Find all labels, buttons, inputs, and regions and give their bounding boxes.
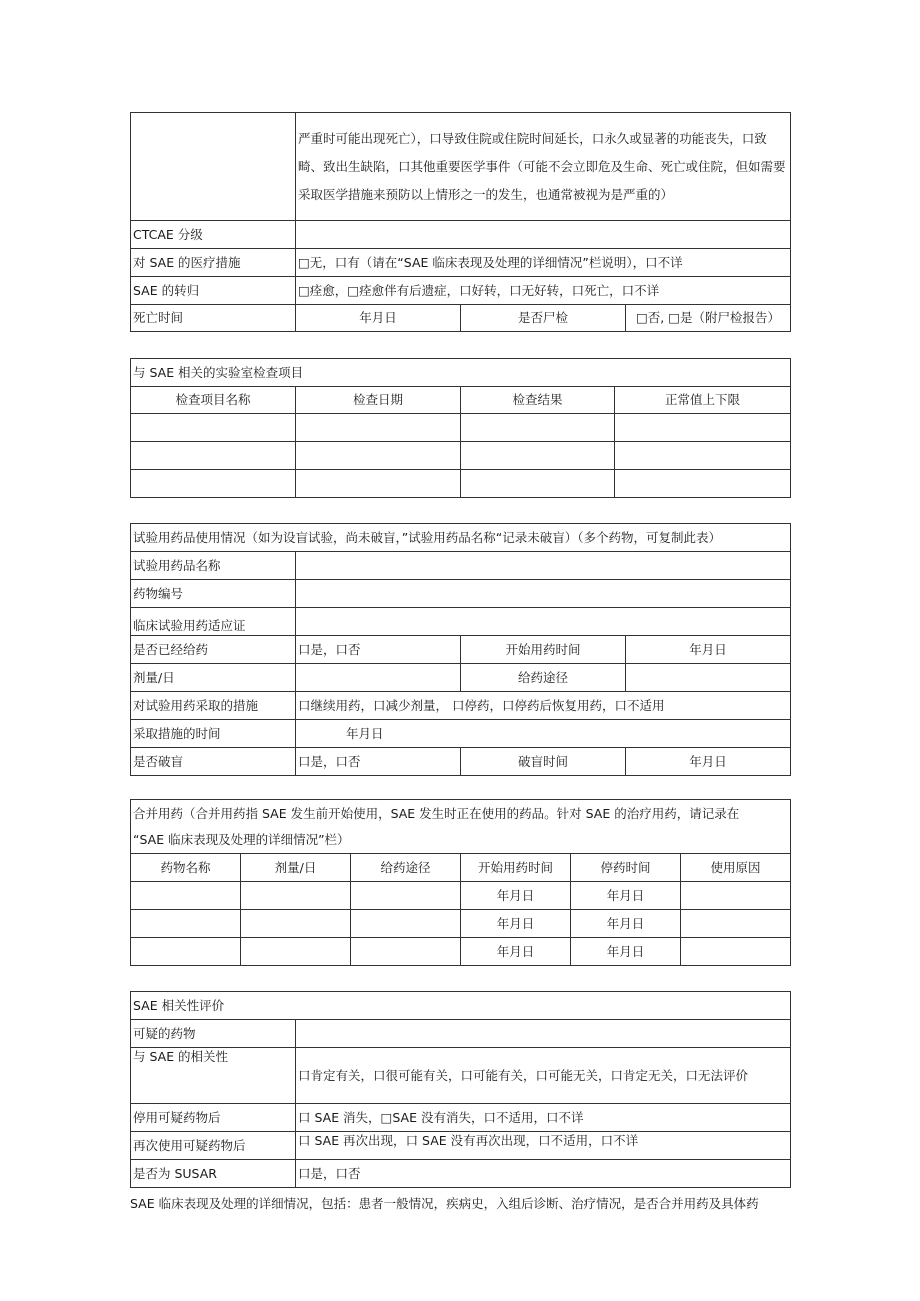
stop-drug-label: 停用可疑药物后: [131, 1104, 296, 1132]
autopsy-options[interactable]: □否, □是（附尸检报告）: [626, 305, 791, 332]
table-cell[interactable]: [461, 470, 615, 498]
table-cell[interactable]: [131, 910, 241, 938]
death-date-field[interactable]: 年月日: [296, 305, 461, 332]
table-cell[interactable]: [131, 938, 241, 966]
empty-label-cell: [131, 113, 296, 221]
table-cell[interactable]: [296, 442, 461, 470]
stop-drug-options[interactable]: 口 SAE 消失，□SAE 没有消失，口不适用，口不详: [296, 1104, 791, 1132]
table-cell[interactable]: [131, 414, 296, 442]
outcome-label: SAE 的转归: [131, 277, 296, 305]
stop-date-cell[interactable]: 年月日: [571, 910, 681, 938]
stop-date-cell[interactable]: 年月日: [571, 938, 681, 966]
stop-date-cell[interactable]: 年月日: [571, 882, 681, 910]
unblind-time-label: 破盲时间: [461, 748, 626, 776]
detail-description-text: SAE 临床表现及处理的详细情况，包括：患者一般情况，疾病史，入组后诊断、治疗情况，是否合并用药及具体药: [130, 1196, 759, 1211]
susar-options[interactable]: 口是，口否: [296, 1160, 791, 1188]
treatment-options[interactable]: □无，口有（请在“SAE 临床表现及处理的详细情况”栏说明），口不详: [296, 249, 791, 277]
reuse-drug-options[interactable]: 口 SAE 再次出现，口 SAE 没有再次出现，口不适用，口不详: [296, 1132, 791, 1160]
unblind-options[interactable]: 口是，口否: [296, 748, 461, 776]
table-cell[interactable]: [131, 470, 296, 498]
trial-drug-title: 试验用药品使用情况（如为设盲试验，尚未破盲，”试验用药品名称“记录未破盲）（多个药物，可复制此表）: [131, 524, 791, 552]
suspect-drug-label: 可疑的药物: [131, 1020, 296, 1048]
concomitant-table: [130, 799, 791, 966]
relation-table: [130, 991, 791, 1188]
table-row: [131, 910, 791, 938]
cm-header-dose: 剂量/日: [241, 854, 351, 882]
start-date-cell[interactable]: 年月日: [461, 910, 571, 938]
outcome-options[interactable]: □痊愈，□痊愈伴有后遗症，口好转，口无好转，口死亡，口不详: [296, 277, 791, 305]
relation-title: SAE 相关性评价: [131, 992, 791, 1020]
unblind-label: 是否破盲: [131, 748, 296, 776]
table-row: [131, 470, 791, 498]
table-cell[interactable]: [461, 442, 615, 470]
susar-label: 是否为 SUSAR: [131, 1160, 296, 1188]
action-label: 对试验用药采取的措施: [131, 692, 296, 720]
indication-label: 临床试验用药适应证: [131, 608, 296, 636]
lab-header-result: 检查结果: [461, 387, 615, 414]
severity-criteria-text: 严重时可能出现死亡），口导致住院或住院时间延长，口永久或显著的功能丧失，口致畸、致出生缺陷，口其他重要医学事件（可能不会立即危及生命、死亡或住院，但如需要采取医学措施来预防以上情形之一的发生，也通常被视为是严重的）: [296, 113, 791, 221]
concomitant-title-line2: “SAE 临床表现及处理的详细情况”栏）: [133, 831, 350, 847]
lab-header-range: 正常值上下限: [615, 387, 791, 414]
start-date-cell[interactable]: 年月日: [461, 938, 571, 966]
action-options[interactable]: 口继续用药，口减少剂量， 口停药，口停药后恢复用药，口不适用: [296, 692, 791, 720]
cm-header-reason: 使用原因: [681, 854, 791, 882]
table-cell[interactable]: [131, 882, 241, 910]
table-cell[interactable]: [296, 414, 461, 442]
route-label: 给药途径: [461, 664, 626, 692]
drug-name-label: 试验用药品名称: [131, 552, 296, 580]
drug-number-field[interactable]: [296, 580, 791, 608]
action-time-field[interactable]: 年月日: [296, 720, 791, 748]
table-cell[interactable]: [351, 938, 461, 966]
relation-options[interactable]: 口肯定有关，口很可能有关，口可能有关，口可能无关，口肯定无关，口无法评价: [296, 1048, 791, 1104]
lab-header-date: 检查日期: [296, 387, 461, 414]
table-cell[interactable]: [681, 938, 791, 966]
table-cell[interactable]: [681, 882, 791, 910]
lab-test-table: [130, 358, 791, 498]
unblind-time-field[interactable]: 年月日: [626, 748, 791, 776]
drug-name-field[interactable]: [296, 552, 791, 580]
table-row: [131, 882, 791, 910]
cm-header-name: 药物名称: [131, 854, 241, 882]
ctcae-label: CTCAE 分级: [131, 221, 296, 249]
start-time-label: 开始用药时间: [461, 636, 626, 664]
death-time-label: 死亡时间: [131, 305, 296, 332]
indication-field[interactable]: [296, 608, 791, 636]
concomitant-title: [131, 800, 791, 854]
concomitant-title-line1: 合并用药（合并用药指 SAE 发生前开始使用，SAE 发生时正在使用的药品。针对 SAE 的治疗用药，请记录在: [133, 805, 740, 821]
treatment-label: 对 SAE 的医疗措施: [131, 249, 296, 277]
relation-label: 与 SAE 的相关性: [131, 1048, 296, 1104]
cm-header-start: 开始用药时间: [461, 854, 571, 882]
given-options[interactable]: 口是，口否: [296, 636, 461, 664]
cm-header-route: 给药途径: [351, 854, 461, 882]
reuse-drug-label: 再次使用可疑药物后: [131, 1132, 296, 1160]
table-row: [131, 938, 791, 966]
action-time-label: 采取措施的时间: [131, 720, 296, 748]
table-cell[interactable]: [461, 414, 615, 442]
table-cell[interactable]: [296, 470, 461, 498]
table-cell[interactable]: [681, 910, 791, 938]
ctcae-value-field[interactable]: [296, 221, 791, 249]
table-cell[interactable]: [351, 910, 461, 938]
table-cell[interactable]: [131, 442, 296, 470]
dose-field[interactable]: [296, 664, 461, 692]
autopsy-label: 是否尸检: [461, 305, 626, 332]
table-cell[interactable]: [615, 470, 791, 498]
route-field[interactable]: [626, 664, 791, 692]
dose-label: 剂量/日: [131, 664, 296, 692]
drug-number-label: 药物编号: [131, 580, 296, 608]
table-row: [131, 414, 791, 442]
table-cell[interactable]: [615, 414, 791, 442]
start-time-field[interactable]: 年月日: [626, 636, 791, 664]
cm-header-stop: 停药时间: [571, 854, 681, 882]
start-date-cell[interactable]: 年月日: [461, 882, 571, 910]
lab-header-name: 检查项目名称: [131, 387, 296, 414]
table-cell[interactable]: [241, 938, 351, 966]
lab-table-title: 与 SAE 相关的实验室检查项目: [131, 359, 791, 387]
table-cell[interactable]: [615, 442, 791, 470]
trial-drug-table: [130, 523, 791, 776]
suspect-drug-field[interactable]: [296, 1020, 791, 1048]
table-row: [131, 442, 791, 470]
table-cell[interactable]: [241, 882, 351, 910]
table-cell[interactable]: [351, 882, 461, 910]
table-cell[interactable]: [241, 910, 351, 938]
sae-info-table: [130, 112, 791, 332]
given-label: 是否已经给药: [131, 636, 296, 664]
